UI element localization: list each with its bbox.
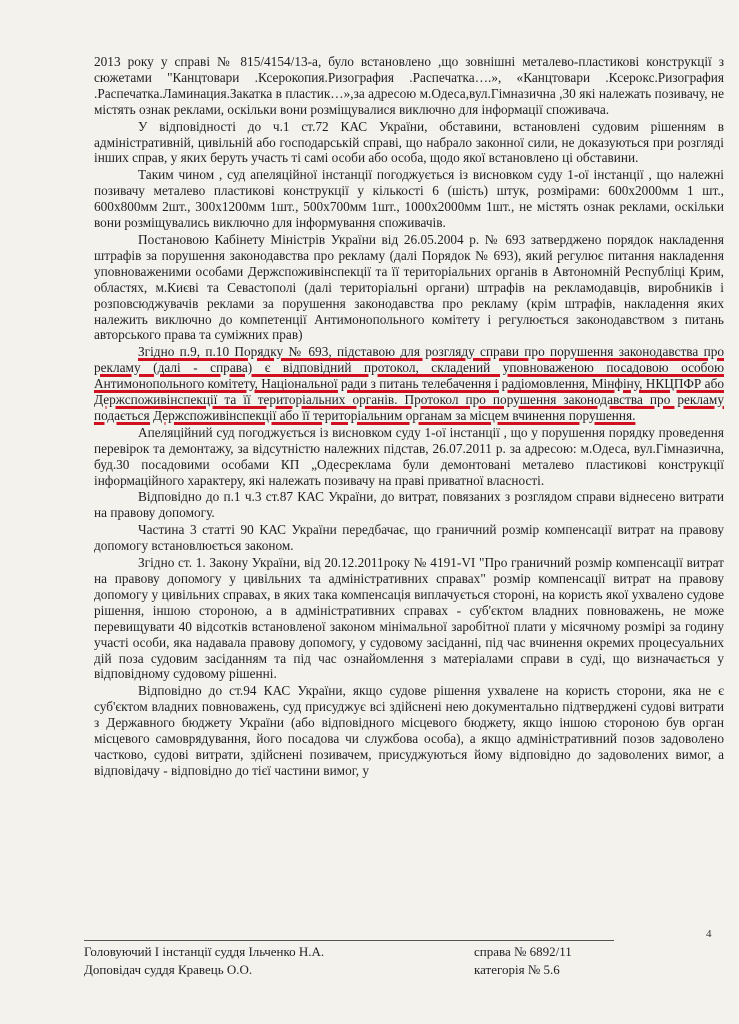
footer-row-1 [84,943,624,961]
paragraph-5-highlighted [94,344,724,424]
paragraph-1-text: 2013 року у справі № 815/4154/13-а, було встановлено ,що зовнішні металево-пластикові конструкції з сюжетами "Канцтовари .Ксерокопия.Ризография .Распечатка….», «Канцтовари .Ксерокс.Ризография .Распечатка.Ламинация.Закатка в пластик…»,за адресою м.Одеса,вул.Гімназична ,30 які належать позивачу, не містять ознак реклами, оскільки вони розміщувалися виключно для інформації споживача. [94,54,724,117]
page-number: 4 [706,928,712,940]
paragraph-7-text: Відповідно до п.1 ч.3 ст.87 КАС України, до витрат, повязаних з розглядом справи віднесено витрати на правову допомогу. [94,489,724,521]
footer [84,943,624,979]
footer-case-number: справа № 6892/11 [474,944,572,959]
footer-divider [84,940,614,941]
footer-category: категорія № 5.6 [474,962,560,977]
paragraph-5-text: Згідно п.9, п.10 Порядку № 693, підставою для розгляду справи про порушення законодавства про рекламу (далі - справа) є відповідний протокол, складений уповноваженою посадовою особою Антимонопольного комітету, Національної ради з питань телебачення і радіомовлення, Мінфіну, НКЦПФР або Держспоживінспекції та її територіальних органів. Протокол про порушення законодавства про рекламу подається Держспоживінспекції або її територіальним органам за місцем вчинення порушення. [94,344,724,423]
paragraph-7 [94,489,724,521]
document-body [94,54,724,780]
footer-row-2 [84,961,624,979]
paragraph-6 [94,425,724,489]
paragraph-4 [94,232,724,343]
paragraph-6-text: Апеляційний суд погоджується із висновком суду 1-ої інстанції , що у порушення порядку проведення перевірок та демонтажу, за відсутністю належних підстав, 26.07.2011 р. за адресою: м.Одеса, вул.Гімназична, буд.30 посадовими особами КП „Одесреклама були демонтовані металево пластикові конструкції інформаційного характеру, які належать позивачу на праві приватної власності. [94,424,724,488]
paragraph-8 [94,522,724,554]
paragraph-10 [94,683,724,778]
paragraph-8-text: Частина 3 статті 90 КАС України передбачає, що граничний розмір компенсації витрат на правову допомогу встановлюється законом. [94,522,724,554]
paragraph-10-text: Відповідно до ст.94 КАС України, якщо судове рішення ухвалене на користь сторони, яка не є суб'єктом владних повноважень, суд присуджує всі здійснені нею документально підтверджені судові витрати з Державного бюджету України (або відповідного місцевого бюджету, якщо іншою стороною був орган місцевого самоврядування, його посадова чи службова особа), а якщо адміністративний позов задоволено частково, судові витрати, здійснені позивачем, присуджуються йому відповідно до задоволених вимог, а відповідачу - відповідно до тієї частини вимог, у [94,683,724,778]
paragraph-2 [94,119,724,167]
paragraph-1 [94,54,724,118]
footer-presiding-judge: Головуючий І інстанції суддя Ільченко Н.А. [84,944,325,959]
paragraph-9-text: Згідно ст. 1. Закону України, від 20.12.2011року № 4191-VI "Про граничний розмір компенсації витрат на правову допомогу у цивільних та адміністративних справах" розмір компенсації витрат на правову допомогу у цивільних справах, в яких така компенсація виплачується стороні, на користь якої ухвалено судове рішення, іншою стороною, а в адміністративних справах - суб'єктом владних повноважень, не може перевищувати 40 відсотків встановленої законом мінімальної заробітної плати у місячному розмірі за годину участі особи, яка надавала правову допомогу, у судовому засіданні, під час вчинення окремих процесуальних дій поза судовим засіданням та під час ознайомлення з матеріалами справи в суді, що визначається у відповідному судовому рішенні. [94,555,724,682]
footer-reporting-judge: Доповідач суддя Кравець О.О. [84,962,253,977]
paragraph-9 [94,555,724,682]
paragraph-3-text: Таким чином , суд апеляційної інстанції погоджується із висновком суду 1-ої інстанції , що належні позивачу металево пластикові конструкції у кількості 6 (шість) штук, розмірами: 600х2000мм 1 шт., 600х800мм 2шт., 300х1200мм 1шт., 500х700мм 1шт., 1000х2000мм 1шт., не містять ознак реклами, оскільки вони розміщувались виключно для інформування споживачів. [94,167,724,231]
paragraph-4-text: Постановою Кабінету Міністрів України від 26.05.2004 р. № 693 затверджено порядок накладення штрафів за порушення законодавства про рекламу (далі Порядок № 693), який регулює питання накладення уповноваженими особами Держспоживінспекції та її територіальних органів в Автономній Республіці Крим, областях, м.Києві та Севастополі (далі територіальні органи) штрафів на рекламодавців, виробників і розповсюджувачів реклами за порушення законодавства про рекламу (крім штрафів, накладення яких належить виключно до компетенції Антимонопольного комітету і регулюється законодавством з питань авторського права та суміжних прав) [94,231,724,343]
paragraph-2-text: У відповідності до ч.1 ст.72 КАС України, обставини, встановлені судовим рішенням в адміністративній, цивільній або господарській справі, що набрало законної сили, не доказуються при розгляді інших справ, у яких беруть участь ті самі особи або особа, щодо якої встановлено ці обставини. [94,118,724,166]
paragraph-3 [94,167,724,231]
